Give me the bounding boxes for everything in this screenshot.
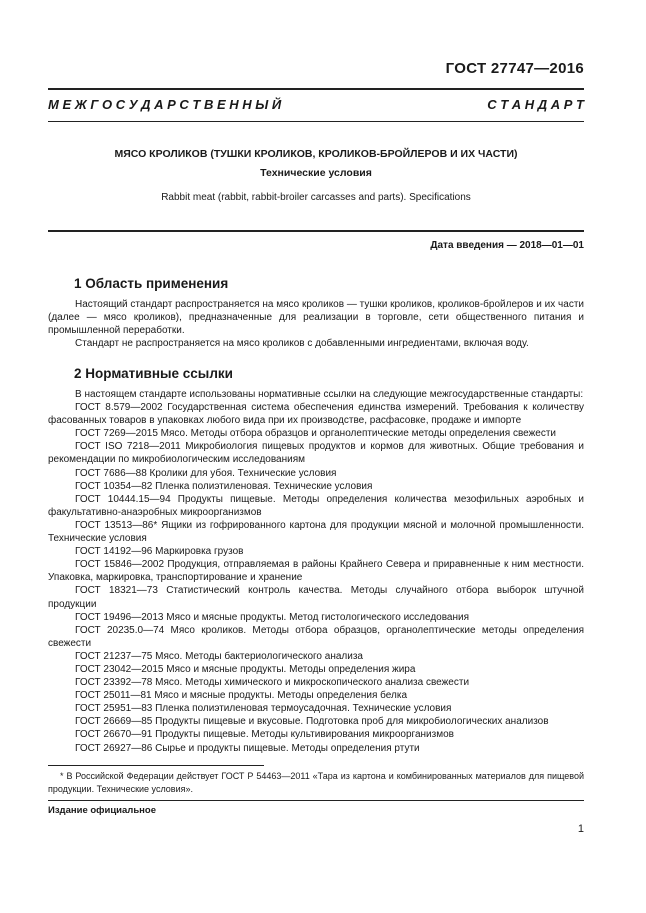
reference-item: ГОСТ ISO 7218—2011 Микробиология пищевых продуктов и кормов для животных. Общие требования и рекомендации по микробиологическим исследованиям — [48, 441, 584, 466]
reference-item: ГОСТ 14192—96 Маркировка грузов — [75, 546, 244, 558]
reference-item: ГОСТ 20235.0—74 Мясо кроликов. Методы отбора образцов, органолептические методы определения свежести — [48, 624, 584, 649]
section-1-heading: 1 Область применения — [74, 276, 229, 291]
standard-banner — [48, 97, 584, 112]
reference-item: ГОСТ 26670—91 Продукты пищевые. Методы культивирования микроорганизмов — [75, 729, 454, 741]
reference-item: ГОСТ 18321—73 Статистический контроль качества. Методы случайного отбора выборок штучной продукции — [48, 585, 584, 610]
reference-item: ГОСТ 25951—83 Пленка полиэтиленовая термоусадочная. Технические условия — [75, 703, 452, 715]
footnote-rule — [48, 765, 264, 766]
section-1-paragraph: Настоящий стандарт распространяется на мясо кроликов — тушки кроликов, кроликов-бройлеров и их части (далее — мясо кроликов), предназначенные для реализации в торговле, сети общественного питания и промышленной переработки. — [48, 299, 584, 337]
reference-item: ГОСТ 8.579—2002 Государственная система обеспечения единства измерений. Требования к количеству фасованных товаров в упаковках любого вида при их производстве, расфасовке, продаже и импорте — [48, 402, 584, 427]
reference-item: ГОСТ 15846—2002 Продукция, отправляемая в районы Крайнего Севера и приравненные к ним местности. Упаковка, маркировка, транспортирование и хранение — [48, 559, 584, 584]
reference-item: ГОСТ 26927—86 Сырье и продукты пищевые. Методы определения ртути — [75, 742, 420, 754]
standard-title-english: Rabbit meat (rabbit, rabbit-broiler carcasses and parts). Specifications — [161, 192, 471, 203]
reference-item: ГОСТ 7269—2015 Мясо. Методы отбора образцов и органолептические методы определения свежести — [75, 428, 557, 440]
footnote-text: * В Российской Федерации действует ГОСТ Р 54463—2011 «Тара из картона и комбинированных материалов для пищевой продукции. Технические условия». — [48, 771, 584, 794]
section-1-body — [48, 298, 584, 350]
top-rule — [48, 88, 584, 90]
reference-item: ГОСТ 10354—82 Пленка полиэтиленовая. Технические условия — [75, 480, 373, 492]
banner-left: М Е Ж Г О С У Д А Р С Т В Е Н Н Ы Й — [48, 97, 282, 112]
title-rule — [48, 230, 584, 232]
reference-item: ГОСТ 26669—85 Продукты пищевые и вкусовые. Подготовка проб для микробиологических анализов — [75, 716, 549, 728]
effective-date: Дата введения — 2018—01—01 — [430, 240, 584, 251]
reference-item: ГОСТ 10444.15—94 Продукты пищевые. Методы определения количества мезофильных аэробных и факультативно-анаэробных микроорганизмов — [48, 493, 584, 518]
reference-item: ГОСТ 7686—88 Кролики для убоя. Технические условия — [75, 467, 337, 479]
banner-right: С Т А Н Д А Р Т — [487, 97, 584, 112]
reference-item: ГОСТ 19496—2013 Мясо и мясные продукты. Метод гистологического исследования — [75, 611, 470, 623]
standard-subtitle: Технические условия — [260, 167, 372, 179]
page-number: 1 — [577, 823, 584, 835]
bottom-rule — [48, 800, 584, 801]
official-edition-label: Издание официальное — [48, 805, 156, 816]
reference-item: ГОСТ 21237—75 Мясо. Методы бактериологического анализа — [75, 650, 363, 662]
reference-item: ГОСТ 23042—2015 Мясо и мясные продукты. Методы определения жира — [75, 663, 416, 675]
reference-item: ГОСТ 25011—81 Мясо и мясные продукты. Методы определения белка — [75, 690, 408, 702]
section-2-heading: 2 Нормативные ссылки — [74, 366, 233, 381]
standard-title: МЯСО КРОЛИКОВ (ТУШКИ КРОЛИКОВ, КРОЛИКОВ-БРОЙЛЕРОВ И ИХ ЧАСТИ) — [114, 148, 518, 160]
banner-rule — [48, 121, 584, 122]
reference-item: ГОСТ 13513—86* Ящики из гофрированного картона для продукции мясной и молочной промышленности. Технические условия — [48, 519, 584, 545]
section-2-body — [48, 388, 584, 755]
section-1-paragraph: Стандарт не распространяется на мясо кроликов с добавленными ингредиентами, включая воду. — [75, 338, 529, 350]
document-code: ГОСТ 27747—2016 — [445, 60, 584, 77]
section-2-intro: В настоящем стандарте использованы нормативные ссылки на следующие межгосударственные стандарты: — [75, 389, 584, 400]
reference-item: ГОСТ 23392—78 Мясо. Методы химического и микроскопического анализа свежести — [75, 677, 470, 689]
footnote — [48, 770, 584, 795]
